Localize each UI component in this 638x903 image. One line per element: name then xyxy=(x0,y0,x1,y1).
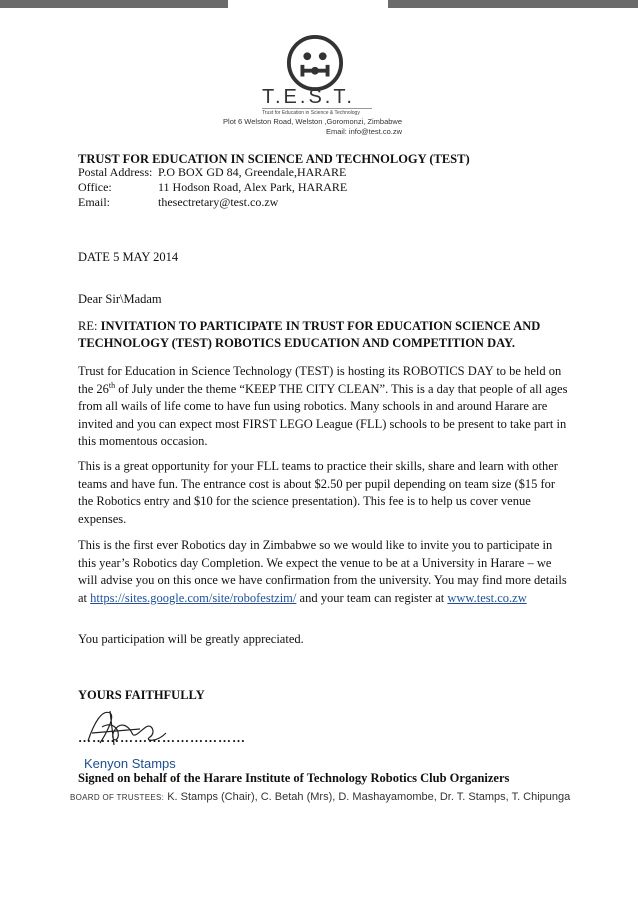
salutation: Dear Sir\Madam xyxy=(78,292,162,306)
contact-row-email xyxy=(78,195,568,210)
contact-block xyxy=(78,165,568,210)
paragraph-1 xyxy=(78,363,568,451)
letter-date: DATE 5 MAY 2014 xyxy=(78,250,179,264)
paragraph-1-text-b: of July under the theme “KEEP THE CITY CLEAN”. This is a day that people of all ages from all wails of life come to have fun using robotics. Many schools in and around Harare are invited and you can expect most FIRST LEGO League (FLL) schools to be present to take part in this momentous occasion. xyxy=(78,381,568,448)
org-title: TRUST FOR EDUCATION IN SCIENCE AND TECHNOLOGY (TEST) xyxy=(78,152,470,166)
address-line: Plot 6 Welston Road, Welston ,Goromonzi, Zimbabwe xyxy=(223,117,402,126)
paragraph-3-text-a: This is the first ever Robotics day in Zimbabwe so we would like to invite you to participate in this year’s Robotics day Completion. We expect the venue to be at a University in Harare – we will advise you on this once we have confirmation from the university. You may find more details at xyxy=(78,538,567,605)
paragraph-3-text-b: and your team can register at xyxy=(296,590,448,605)
subject-prefix: RE: xyxy=(78,319,101,333)
trustees-label: BOARD OF TRUSTEES: xyxy=(70,793,165,802)
contact-label: Office: xyxy=(78,180,112,194)
robofest-link[interactable]: https://sites.google.com/site/robofestzim/ xyxy=(90,590,297,605)
paragraph-2: This is a great opportunity for your FLL teams to practice their skills, share and learn with other teams and have fun. The entrance cost is about $2.50 per pupil depending on team size ($15 for the Robotics entry and $10 for the science presentation). This fee is to help us cover venue expenses. xyxy=(78,459,558,526)
register-link[interactable]: www.test.co.zw xyxy=(447,590,527,605)
logo-name: T.E.S.T. xyxy=(262,86,355,108)
trustees-names: K. Stamps (Chair), C. Betah (Mrs), D. Mashayamombe, Dr. T. Stamps, T. Chipunga xyxy=(164,791,571,803)
contact-value: 11 Hodson Road, Alex Park, HARARE xyxy=(158,180,348,194)
signer-name: Kenyon Stamps xyxy=(84,756,176,771)
paragraph-4: You participation will be greatly appreciated. xyxy=(78,632,304,646)
signed-on-behalf: Signed on behalf of the Harare Institute of Technology Robotics Club Organizers xyxy=(78,771,510,785)
ordinal-suffix: th xyxy=(108,380,116,390)
subject-text: INVITATION TO PARTICIPATE IN TRUST FOR EDUCATION SCIENCE AND TECHNOLOGY (TEST) ROBOTICS EDUCATION AND COMPETITION DAY. xyxy=(78,319,541,350)
contact-row-postal xyxy=(78,165,568,180)
subject-line xyxy=(78,318,568,352)
test-logo-icon xyxy=(286,34,344,92)
paragraph-3 xyxy=(78,537,568,607)
board-of-trustees xyxy=(70,791,570,803)
signature-line: ……………………………… xyxy=(78,730,246,745)
logo-tagline: Trust for Education in Science & Technology xyxy=(262,108,372,116)
header-bar-right xyxy=(388,0,638,8)
contact-value: thesectretary@test.co.zw xyxy=(158,195,279,209)
letterhead-address xyxy=(210,117,402,137)
contact-label: Email: xyxy=(78,195,110,209)
contact-row-office xyxy=(78,180,568,195)
paragraph-1-text-a: Trust for Education in Science Technology (TEST) is hosting its ROBOTICS DAY to be held on the 26 xyxy=(78,364,562,396)
header-bar-left xyxy=(0,0,228,8)
closing: YOURS FAITHFULLY xyxy=(78,688,205,702)
contact-label: Postal Address: xyxy=(78,165,153,179)
contact-value: P.O BOX GD 84, Greendale,HARARE xyxy=(158,165,347,179)
address-email: Email: info@test.co.zw xyxy=(326,127,402,136)
